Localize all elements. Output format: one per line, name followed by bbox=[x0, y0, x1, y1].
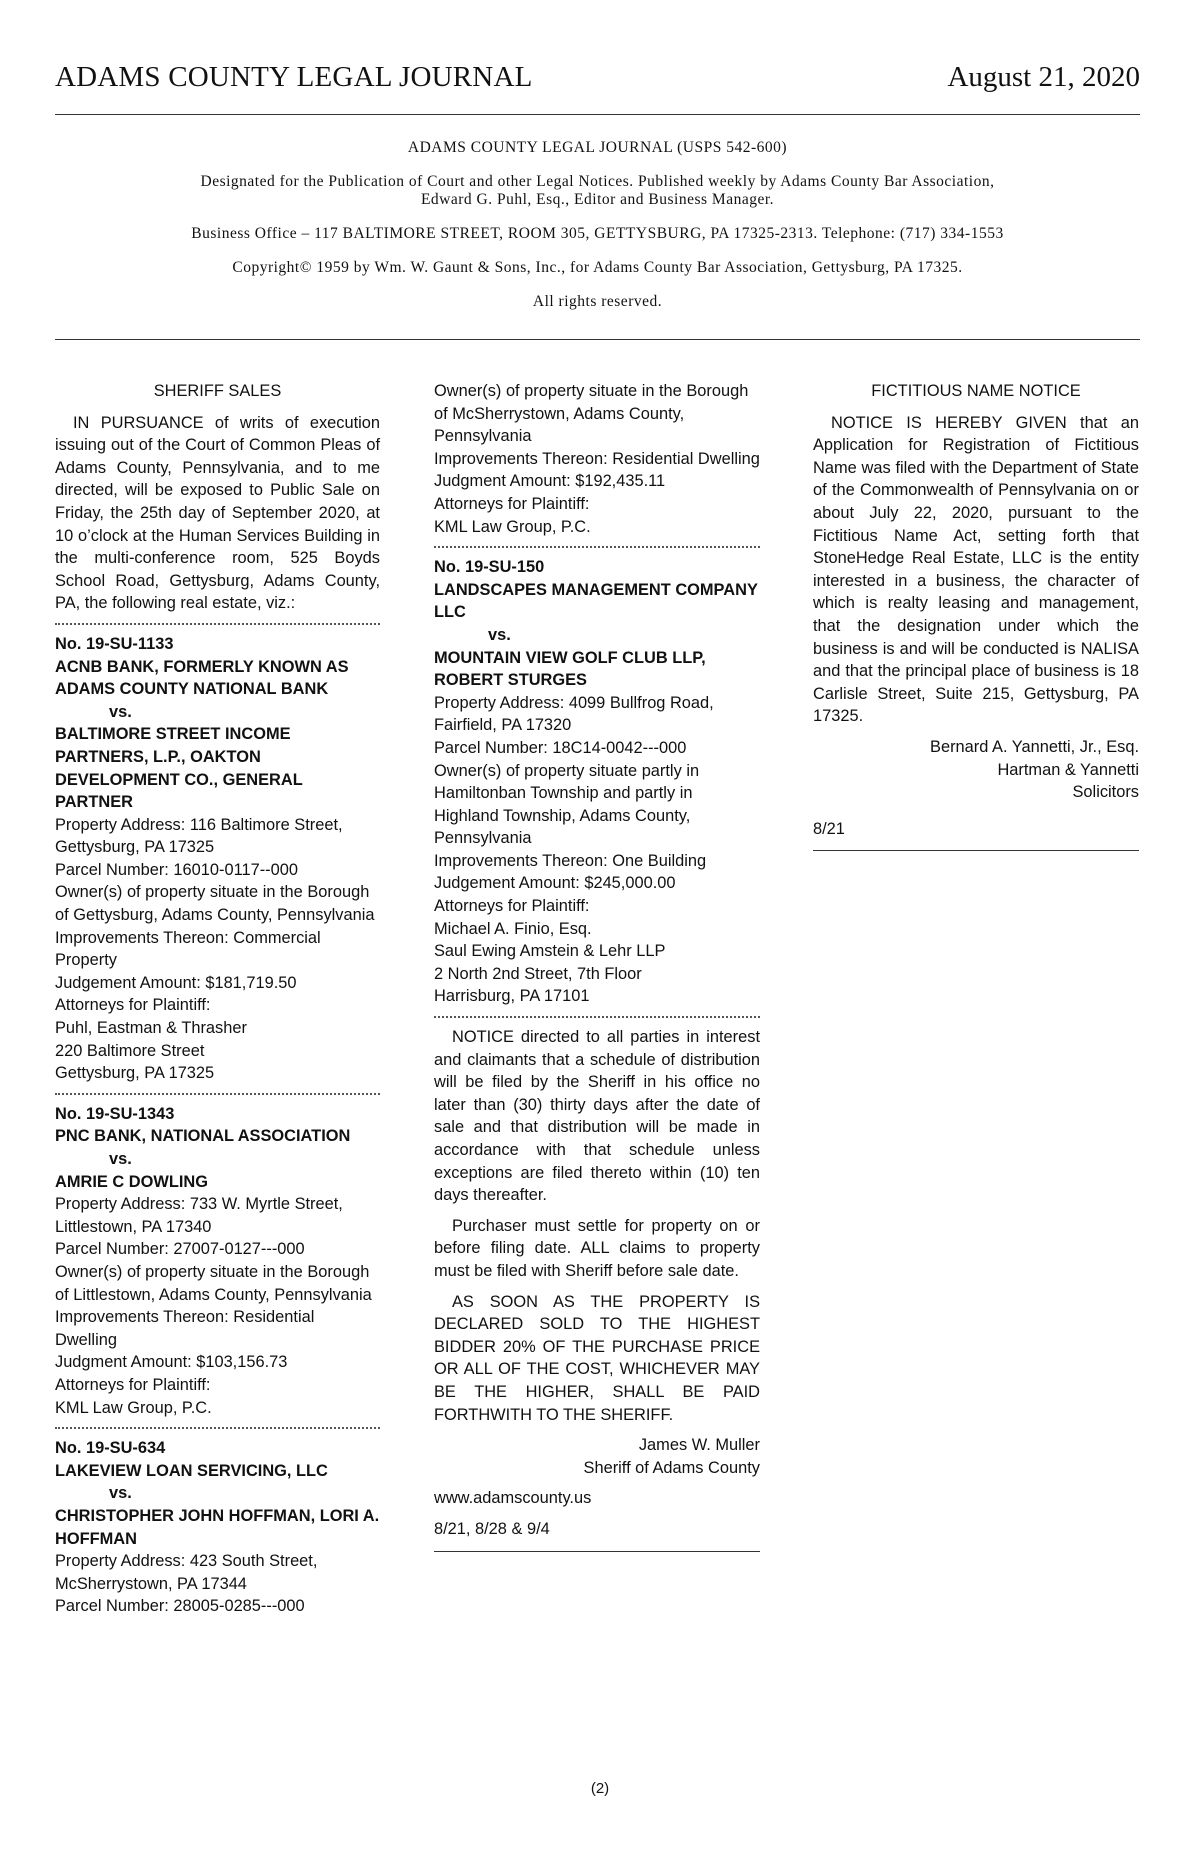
versus: vs. bbox=[488, 625, 511, 644]
versus: vs. bbox=[109, 1484, 132, 1503]
defendant: MOUNTAIN VIEW GOLF CLUB LLP, ROBERT STURGES bbox=[434, 648, 706, 690]
case-line: KML Law Group, P.C. bbox=[434, 517, 591, 536]
business-office-line: Business Office – 117 BALTIMORE STREET, ROOM 305, GETTYSBURG, PA 17325-2313. Telephone: (717) 334-1553 bbox=[191, 225, 1004, 242]
case-line: Harrisburg, PA 17101 bbox=[434, 987, 590, 1006]
column-3 bbox=[813, 380, 1139, 851]
case-19-su-1133 bbox=[55, 633, 380, 1085]
case-line: Property Address: 733 W. Myrtle Street, Littlestown, PA 17340 bbox=[55, 1195, 343, 1236]
case-line: Michael A. Finio, Esq. bbox=[434, 919, 592, 938]
distribution-notice: NOTICE directed to all parties in interest and claimants that a schedule of distribution will be filed by the Sheriff in his office no later than (30) thirty days after the date of sale and that distribution will be made in accordance with that schedule unless exceptions are filed thereto within (10) ten days thereafter. bbox=[434, 1028, 760, 1205]
case-line: Owner(s) of property situate in the Borough of Gettysburg, Adams County, Pennsylvania bbox=[55, 883, 375, 925]
case-line: Improvements Thereon: Residential Dwelling bbox=[434, 449, 760, 468]
page-number: (2) bbox=[590, 1780, 610, 1797]
versus: vs. bbox=[109, 702, 132, 721]
case-line: Parcel Number: 28005-0285---000 bbox=[55, 1597, 305, 1616]
case-line: Improvements Thereon: Commercial Property bbox=[55, 928, 321, 970]
dotted-divider bbox=[55, 623, 380, 625]
plaintiff: LANDSCAPES MANAGEMENT COMPANY LLC bbox=[434, 580, 758, 622]
issue-date: August 21, 2020 bbox=[947, 61, 1140, 93]
case-line: Gettysburg, PA 17325 bbox=[55, 1064, 215, 1083]
column-2 bbox=[434, 380, 760, 1552]
column-1 bbox=[55, 380, 380, 1618]
designation-line: Designated for the Publication of Court and other Legal Notices. Published weekly by Adams County Bar Association, Edward G. Puhl, Esq., Editor and Business Manager. bbox=[200, 173, 995, 208]
case-line: Property Address: 4099 Bullfrog Road, Fairfield, PA 17320 bbox=[434, 693, 714, 735]
plaintiff: LAKEVIEW LOAN SERVICING, LLC bbox=[55, 1461, 328, 1480]
solicitor-name: Bernard A. Yannetti, Jr., Esq. bbox=[930, 737, 1139, 756]
case-line: Owner(s) of property situate in the Borough of Littlestown, Adams County, Pennsylvania bbox=[55, 1262, 372, 1304]
case-number: No. 19-SU-150 bbox=[434, 558, 545, 577]
case-line: Judgment Amount: $103,156.73 bbox=[55, 1353, 288, 1372]
dotted-divider bbox=[434, 546, 760, 548]
case-19-su-150 bbox=[434, 556, 760, 1008]
case-line: Parcel Number: 27007-0127---000 bbox=[55, 1240, 305, 1259]
website-link[interactable]: www.adamscounty.us bbox=[434, 1489, 592, 1508]
case-line: Attorneys for Plaintiff: bbox=[55, 1375, 211, 1394]
publication-dates: 8/21, 8/28 & 9/4 bbox=[434, 1519, 550, 1538]
case-line: Parcel Number: 16010-0117--000 bbox=[55, 860, 298, 879]
case-19-su-1343 bbox=[55, 1103, 380, 1419]
case-line: Judgement Amount: $181,719.50 bbox=[55, 973, 297, 992]
end-rule bbox=[434, 1551, 760, 1552]
fictitious-date: 8/21 bbox=[813, 819, 845, 838]
case-line: KML Law Group, P.C. bbox=[55, 1398, 212, 1417]
case-line: Parcel Number: 18C14-0042---000 bbox=[434, 738, 687, 757]
case-line: Judgment Amount: $192,435.11 bbox=[434, 472, 666, 491]
case-19-su-634 bbox=[55, 1437, 380, 1618]
purchaser-notice: Purchaser must settle for property on or before filing date. ALL claims to property must be filed with Sheriff before sale date. bbox=[434, 1216, 760, 1280]
masthead bbox=[55, 61, 1140, 115]
versus: vs. bbox=[109, 1150, 132, 1168]
case-line: 220 Baltimore Street bbox=[55, 1041, 205, 1060]
case-line: Property Address: 116 Baltimore Street, Gettysburg, PA 17325 bbox=[55, 815, 343, 857]
publication-info bbox=[55, 139, 1140, 340]
solicitor-firm: Hartman & Yannetti bbox=[997, 760, 1139, 779]
case-line: Attorneys for Plaintiff: bbox=[55, 996, 211, 1015]
defendant: BALTIMORE STREET INCOME PARTNERS, L.P., OAKTON DEVELOPMENT CO., GENERAL PARTNER bbox=[55, 725, 303, 812]
case-line: Puhl, Eastman & Thrasher bbox=[55, 1019, 247, 1038]
dotted-divider bbox=[55, 1093, 380, 1095]
plaintiff: PNC BANK, NATIONAL ASSOCIATION bbox=[55, 1127, 351, 1146]
case-number: No. 19-SU-634 bbox=[55, 1439, 166, 1458]
usps-line: ADAMS COUNTY LEGAL JOURNAL (USPS 542-600) bbox=[407, 139, 788, 156]
journal-title: ADAMS COUNTY LEGAL JOURNAL bbox=[55, 61, 533, 93]
plaintiff: ACNB BANK, FORMERLY KNOWN AS ADAMS COUNTY NATIONAL BANK bbox=[55, 657, 349, 699]
sheriff-title: Sheriff of Adams County bbox=[583, 1458, 760, 1477]
sheriff-intro: IN PURSUANCE of writs of execution issuing out of the Court of Common Pleas of Adams County, Pennsylvania, and to me directed, will be exposed to Public Sale on Friday, the 25th day of September 2020, at 10 o’clock at the Human Services Building in the multi-conference room, 525 Boyds School Road, Gettysburg, Adams County, PA, the following real estate, viz.: bbox=[55, 413, 380, 613]
rights-line: All rights reserved. bbox=[532, 293, 663, 310]
case-number: No. 19-SU-1343 bbox=[55, 1104, 175, 1123]
case-line: Improvements Thereon: Residential Dwelling bbox=[55, 1308, 315, 1349]
case-line: Property Address: 423 South Street, McSherrystown, PA 17344 bbox=[55, 1552, 318, 1593]
payment-notice: AS SOON AS THE PROPERTY IS DECLARED SOLD TO THE HIGHEST BIDDER 20% OF THE PURCHASE PRICE OR ALL OF THE COST, WHICHEVER MAY BE THE HIGHER, SHALL BE PAID FORTHWITH TO THE SHERIFF. bbox=[434, 1292, 760, 1424]
case-line: Saul Ewing Amstein & Lehr LLP bbox=[434, 942, 666, 961]
end-rule bbox=[813, 850, 1139, 851]
sheriff-name: James W. Muller bbox=[638, 1436, 760, 1455]
copyright-line: Copyright© 1959 by Wm. W. Gaunt & Sons, Inc., for Adams County Bar Association, Gettysburg, PA 17325. bbox=[232, 259, 963, 276]
case-line: 2 North 2nd Street, 7th Floor bbox=[434, 964, 642, 983]
fictitious-name-heading: FICTITIOUS NAME NOTICE bbox=[871, 382, 1081, 400]
sheriff-sales-heading: SHERIFF SALES bbox=[153, 382, 282, 400]
dotted-divider bbox=[434, 1016, 760, 1018]
case-line: Attorneys for Plaintiff: bbox=[434, 494, 590, 513]
case-line: Owner(s) of property situate in the Borough of McSherrystown, Adams County, Pennsylvania bbox=[434, 382, 749, 446]
dotted-divider bbox=[55, 1427, 380, 1429]
case-number: No. 19-SU-1133 bbox=[55, 634, 174, 653]
fictitious-name-body: NOTICE IS HEREBY GIVEN that an Application for Registration of Fictitious Name was filed with the Department of State of the Commonwealth of Pennsylvania on or about July 22, 2020, pursuant to the Fictitious Name Act, setting forth that StoneHedge Real Estate, LLC is the entity interested in a business, the character of which is realty leasing and management, that the designation under which the business is and will be conducted is NALISA and that the principal place of business is 18 Carlisle Street, Suite 215, Gettysburg, PA 17325. bbox=[813, 413, 1139, 726]
solicitor-role: Solicitors bbox=[1072, 783, 1139, 802]
case-19-su-634-continued bbox=[434, 380, 760, 538]
defendant: AMRIE C DOWLING bbox=[55, 1172, 208, 1191]
case-line: Attorneys for Plaintiff: bbox=[434, 897, 590, 916]
case-line: Judgement Amount: $245,000.00 bbox=[434, 874, 676, 893]
case-line: Improvements Thereon: One Building bbox=[434, 851, 707, 870]
defendant: CHRISTOPHER JOHN HOFFMAN, LORI A. HOFFMAN bbox=[55, 1506, 380, 1548]
case-line: Owner(s) of property situate partly in Hamiltonban Township and partly in Highland Township, Adams County, Pennsylvania bbox=[434, 761, 700, 848]
